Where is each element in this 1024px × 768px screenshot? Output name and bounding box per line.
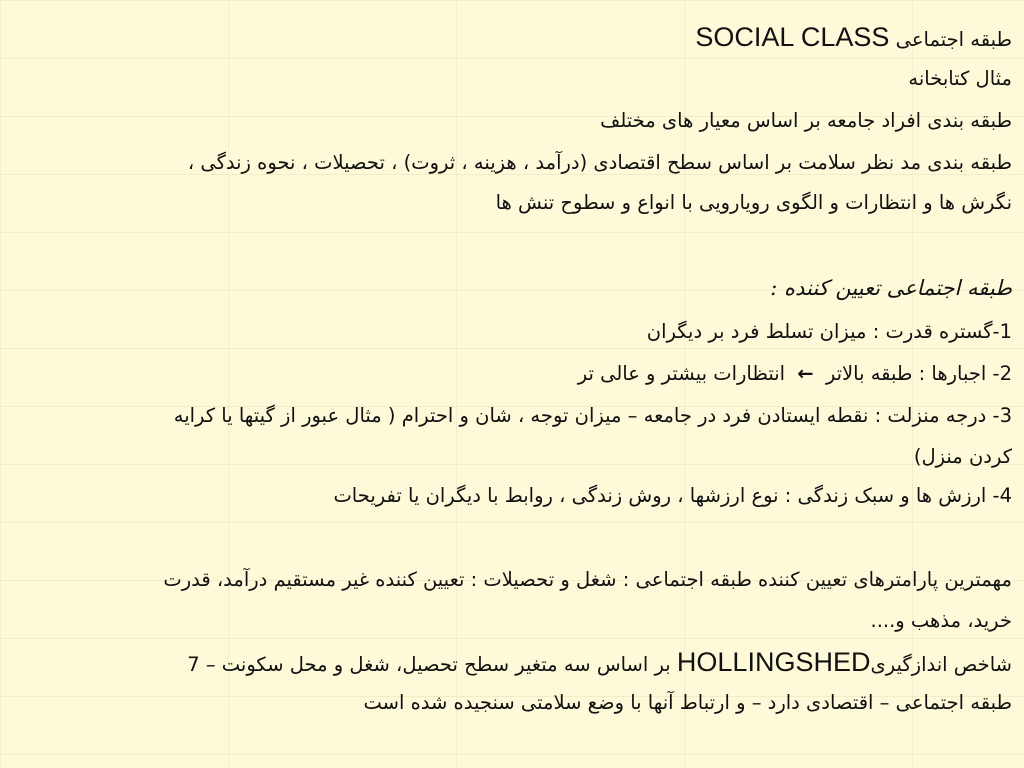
title-persian: طبقه اجتماعی [895,28,1012,51]
index-measure-label: شاخص اندازگیری [870,653,1012,676]
hollingshed-index-line-1 [8,647,1012,680]
index-name: HOLLINGSHED [676,647,871,677]
index-description: بر اساس سه متغیر سطح تحصیل، شغل و محل سکونت – 7 [187,653,671,676]
determinant-item-obligations [8,359,1012,389]
hollingshed-index-line-2: طبقه اجتماعی – اقتصادی دارد – و ارتباط آنها با وضع سلامتی سنجیده شده است [363,691,1012,714]
determinant-item-status-line-1: 3- درجه منزلت : نقطه ایستادن فرد در جامعه – میزان توجه ، شان و احترام ( مثال عبور از گیتها یا کرایه [173,404,1012,427]
determinants-heading: طبقه اجتماعی تعیین کننده : [770,276,1012,300]
definition-line: طبقه بندی افراد جامعه بر اساس معیار های مختلف [600,109,1012,132]
obligations-expectations: انتظارات بیشتر و عالی تر [577,362,786,385]
slide-title [8,22,1012,55]
title-english: SOCIAL CLASS [695,22,890,52]
example-line: مثال کتابخانه [908,67,1012,90]
determinant-item-lifestyle: 4- ارزش ها و سبک زندگی : نوع ارزشها ، روش زندگی ، روابط با دیگران یا تفریحات [333,484,1012,507]
health-classification-line-2: نگرش ها و انتظارات و الگوی رویارویی با انواع و سطوح تنش ها [495,191,1012,214]
obligations-label: 2- اجبارها : طبقه بالاتر [825,362,1012,385]
main-parameters-line-2: خرید، مذهب و.... [870,609,1012,632]
health-classification-line-1: طبقه بندی مد نظر سلامت بر اساس سطح اقتصادی (درآمد ، هزینه ، ثروت) ، تحصیلات ، نحوه زندگی ، [187,151,1012,174]
arrow-left-icon: ← [797,362,814,385]
determinant-item-status-line-2: کردن منزل) [913,445,1012,468]
determinant-item-power: 1-گستره قدرت : میزان تسلط فرد بر دیگران [646,320,1012,343]
main-parameters-line-1: مهمترین پارامترهای تعیین کننده طبقه اجتماعی : شغل و تحصیلات : تعیین کننده غیر مستقیم درآمد، قدرت [163,568,1012,591]
